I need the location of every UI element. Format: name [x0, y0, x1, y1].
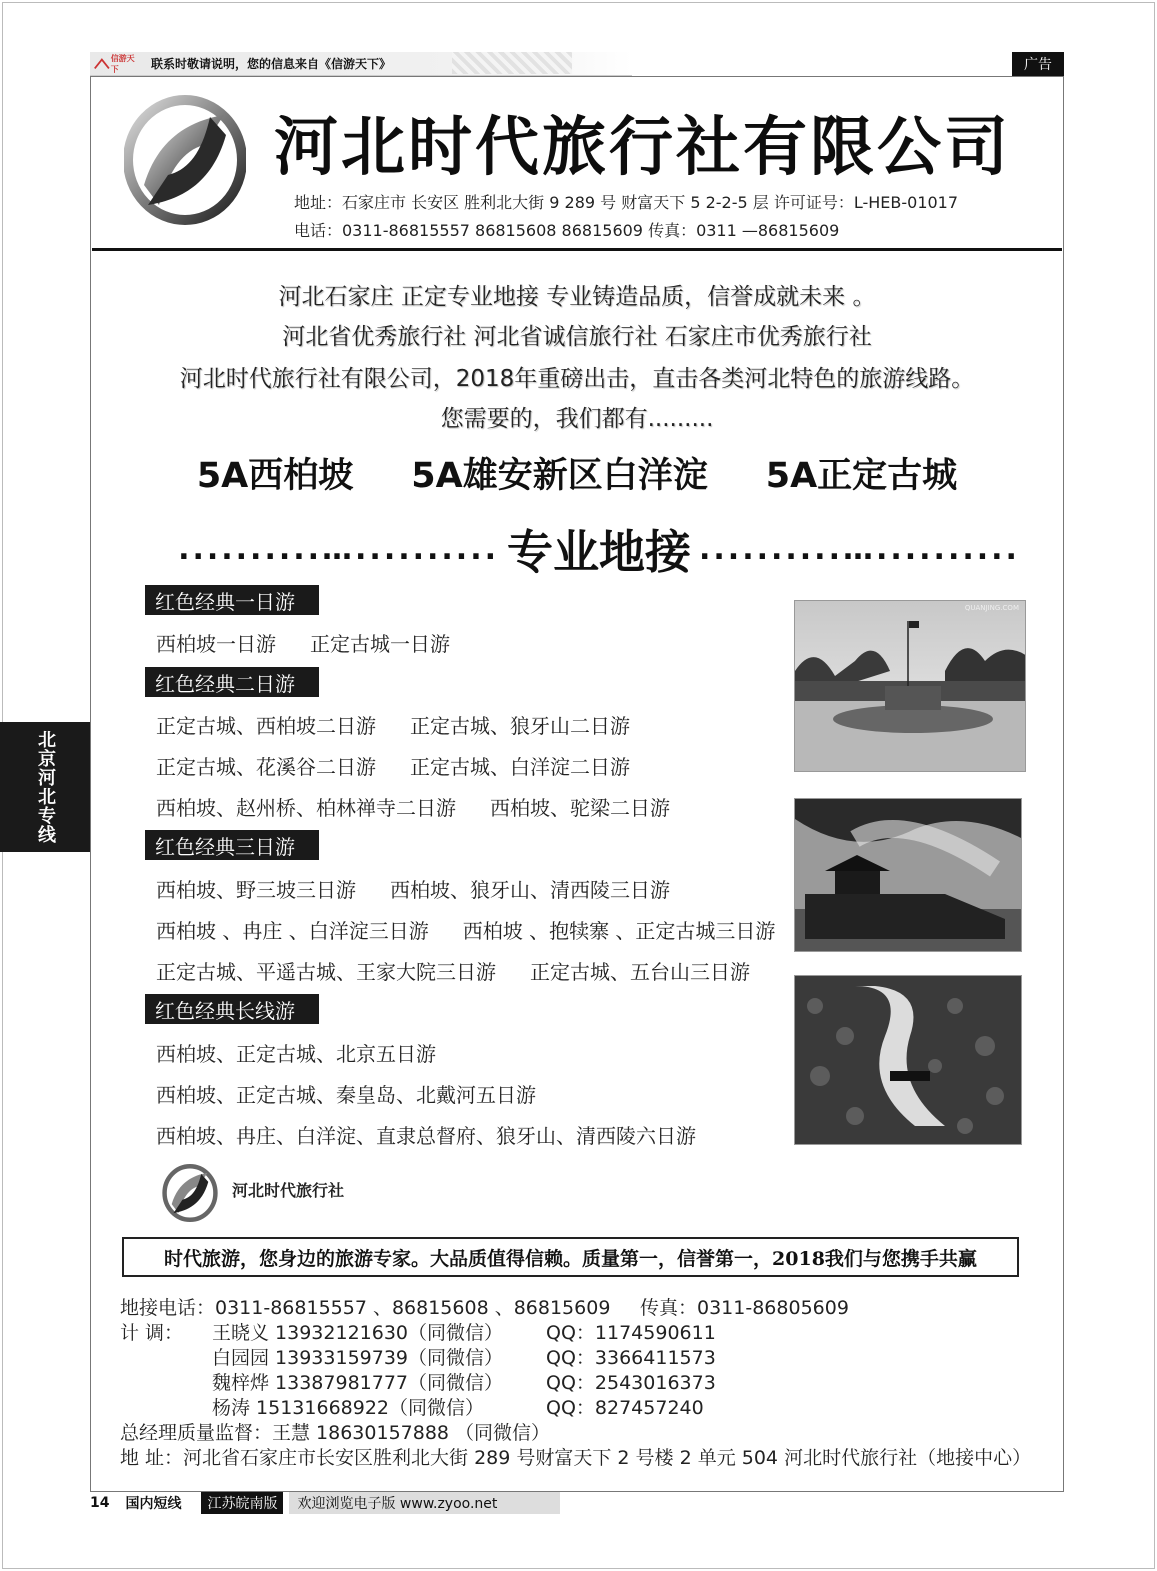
staff-qq: QQ：3366411573	[546, 1347, 716, 1369]
staff-qq: QQ：2543016373	[546, 1372, 716, 1394]
company-name: 河北时代旅行社有限公司	[274, 111, 1011, 185]
office-address: 地 址：河北省石家庄市长安区胜利北大街 289 号财富天下 2 号楼 2 单元 504 河北时代旅行社（地接中心）	[120, 1447, 1032, 1469]
footer-section-name: 国内短线	[125, 1496, 182, 1512]
intro-line-4: 您需要的，我们都有.........	[440, 406, 714, 432]
route-item: 正定古城、五台山三日游	[530, 960, 750, 984]
route-item: 正定古城、花溪谷二日游	[156, 755, 376, 779]
section-label-long-line: 红色经典长线游	[145, 994, 319, 1024]
route-item: 西柏坡、狼牙山、清西陵三日游	[390, 878, 670, 902]
side-section-tab	[0, 722, 90, 852]
page-footer	[90, 1492, 560, 1514]
slogan-text: 时代旅游，您身边的旅游专家。大品质值得信赖。质量第一，信誉第一，2018我们与您携手共赢	[164, 1247, 977, 1270]
route-line	[156, 915, 775, 944]
route-item: 正定古城一日游	[310, 632, 450, 656]
source-notice-strip	[90, 52, 632, 76]
photo-ancient-gate-tower	[794, 798, 1022, 952]
intro-line-3: 河北时代旅行社有限公司，2018年重磅出击，直击各类河北特色的旅游线路。	[179, 366, 975, 392]
side-tab-text: 北京河北专线	[35, 730, 56, 844]
xinyou-logo-icon	[93, 55, 139, 73]
route-item: 正定古城、白洋淀二日游	[410, 755, 630, 779]
attraction-xiongan: 5A雄安新区白洋淀	[411, 456, 708, 496]
route-item: 西柏坡、驼梁二日游	[490, 796, 670, 820]
route-item: 西柏坡、野三坡三日游	[156, 878, 356, 902]
route-line	[156, 874, 670, 903]
ad-tag: 广告	[1012, 52, 1064, 76]
route-line	[156, 956, 750, 985]
edition-badge: 江苏皖南版	[201, 1492, 283, 1514]
intro-line-2: 河北省优秀旅行社 河北省诚信旅行社 石家庄市优秀旅行社	[282, 324, 872, 350]
pro-heading	[176, 516, 1022, 582]
attraction-zhengding: 5A正定古城	[765, 456, 958, 496]
route-item: 西柏坡 、抱犊寨 、正定古城三日游	[462, 919, 776, 943]
route-item: 西柏坡、正定古城、秦皇岛、北戴河五日游	[156, 1083, 536, 1107]
mini-logo-text: 信游天下	[110, 53, 135, 74]
route-line	[156, 710, 630, 739]
staff-contact: 杨涛 15131668922（同微信）	[212, 1397, 485, 1419]
staff-qq: QQ：827457240	[546, 1397, 704, 1419]
company-small-logo-icon	[162, 1164, 218, 1222]
route-line	[156, 1079, 536, 1108]
attraction-xibaipo: 5A西柏坡	[196, 456, 354, 496]
photo-memorial-square	[794, 600, 1026, 772]
web-link-note[interactable]: 欢迎浏览电子版 www.zyoo.net	[289, 1492, 560, 1514]
dots-right: ..........…..........	[699, 531, 1020, 567]
route-item: 西柏坡一日游	[156, 632, 276, 656]
route-item: 正定古城、平遥古城、王家大院三日游	[156, 960, 496, 984]
route-line	[156, 792, 670, 821]
company-small-name: 河北时代旅行社	[232, 1181, 345, 1200]
photo-lotus-pond-boat	[794, 975, 1022, 1145]
route-item: 西柏坡、冉庄、白洋淀、直隶总督府、狼牙山、清西陵六日游	[156, 1124, 696, 1148]
fax-number: 传真：0311-86805609	[640, 1297, 849, 1319]
staff-contact: 王晓义 13932121630（同微信）	[212, 1322, 504, 1344]
header-divider	[92, 248, 1062, 251]
ground-phone: 地接电话：0311-86815557 、86815608 、86815609	[120, 1297, 611, 1319]
quality-supervisor: 总经理质量监督：王慧 18630157888 （同微信）	[120, 1422, 551, 1444]
route-item: 西柏坡、正定古城、北京五日游	[156, 1042, 436, 1066]
company-logo-icon	[124, 95, 246, 225]
company-address: 地址：石家庄市 长安区 胜利北大街 9 289 号 财富天下 5 2-2-5 层 许可证号：L-HEB-01017	[294, 193, 959, 212]
attractions-row	[92, 448, 1062, 498]
section-label-three-day: 红色经典三日游	[145, 830, 319, 860]
dots-left: ..........…..........	[178, 531, 499, 567]
route-line	[156, 628, 450, 657]
route-line	[156, 1038, 436, 1067]
route-item: 西柏坡、赵州桥、柏林禅寺二日游	[156, 796, 456, 820]
route-item: 正定古城、狼牙山二日游	[410, 714, 630, 738]
intro-line-1: 河北石家庄 正定专业地接 专业铸造品质，信誉成就未来 。	[278, 284, 876, 310]
slogan-box	[122, 1237, 1019, 1277]
section-label-one-day: 红色经典一日游	[145, 585, 319, 615]
pro-title: 专业地接	[507, 525, 691, 579]
route-item: 西柏坡 、冉庄 、白洋淀三日游	[156, 919, 429, 943]
photo-watermark: QUANJING.COM	[964, 604, 1019, 612]
route-line	[156, 751, 630, 780]
staff-qq: QQ：1174590611	[546, 1322, 716, 1344]
staff-contact: 白园园 13933159739（同微信）	[212, 1347, 504, 1369]
dispatch-label: 计 调：	[120, 1322, 184, 1344]
company-phone: 电话：0311-86815557 86815608 86815609 传真：0311 —86815609	[294, 221, 840, 240]
staff-contact: 魏梓烨 13387981777（同微信）	[212, 1372, 504, 1394]
route-item: 正定古城、西柏坡二日游	[156, 714, 376, 738]
decorative-checker	[452, 52, 572, 74]
source-notice-text: 联系时敬请说明，您的信息来自《信游天下》	[151, 57, 392, 71]
route-line	[156, 1120, 696, 1149]
page-number: 14	[90, 1495, 110, 1511]
section-label-two-day: 红色经典二日游	[145, 667, 319, 697]
